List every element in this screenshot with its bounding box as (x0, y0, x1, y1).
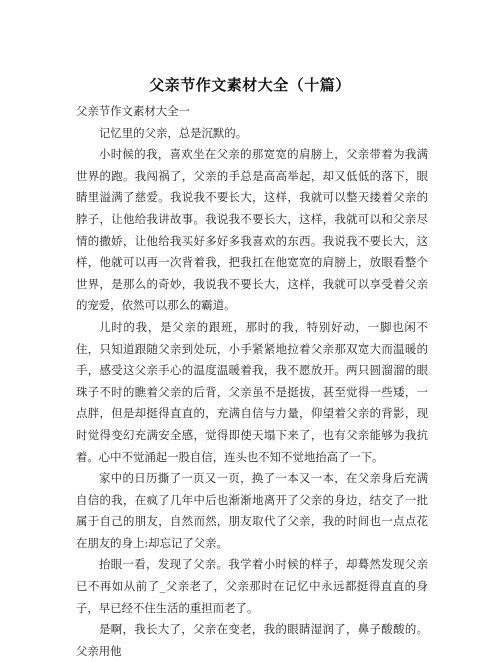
paragraph: 记忆里的父亲，总是沉默的。 (99, 125, 248, 140)
document-title: 父亲节作文素材大全（十篇） (149, 76, 351, 94)
paragraph: 是啊，我长大了，父亲在变老，我的眼睛湿润了，鼻子酸酸的。父亲用他 (76, 622, 428, 658)
paragraph: 抬眼一看，发现了父亲。我学着小时候的样子，却蓦然发现父亲已不再如从前了_父亲老了，父亲那时在记忆中永远都挺得直直的身子，早已经不住生活的重担而老了。 (76, 557, 428, 615)
paragraph: 儿时的我，是父亲的跟班，那时的我，特别好动，一脚也闲不住，只知道跟随父亲到处玩，小手紧紧地拉着父亲那双宽大而温暖的手，感受这父亲手心的温度温暖着我，我不愿放开。两只圆溜溜的眼珠子不时的瞧着父亲的后背，父亲虽不是挺拔，甚至觉得一些矮，一点胖，但是却挺得直直的，充满自信与力量，仰望着父亲的背影，现时觉得变幻充满安全感，觉得即使天塌下来了，也有父亲能够为我抗着。心中不觉涌起一股自信，连头也不知不觉地抬高了一下。 (76, 319, 428, 464)
document-body (76, 101, 428, 662)
paragraph: 家中的日历撕了一页又一页，换了一本又一本，在父亲身后充满自信的我，在疯了几年中后也渐渐地离开了父亲的身边，结交了一批属于自己的朋友，自然而然，朋友取代了父亲，我的时间也一点点花在朋友的身上:却忘记了父亲。 (76, 471, 428, 550)
section-subtitle: 父亲节作文素材大全一 (76, 104, 190, 118)
paragraph: 小时候的我，喜欢坐在父亲的那宽宽的肩膀上，父亲带着为我满世界的跑。我闯祸了，父亲的手总是高高举起，却又低低的落下，眼睛里溢满了慈爱。我说我不要长大，这样，我就可以整天搂着父亲的脖子，让他给我讲故事。我说我不要长大，这样，我就可以和父亲尽情的撒娇，让他给我买好多好多我喜欢的东西。我说我不要长大，这样，他就可以再一次背着我，把我扛在他宽宽的肩膀上，放眼看整个世界，是那么的奇妙，我说我不要长大，这样，我就可以享受着父亲的宠爱，依然可以那么的霸道。 (76, 147, 428, 313)
